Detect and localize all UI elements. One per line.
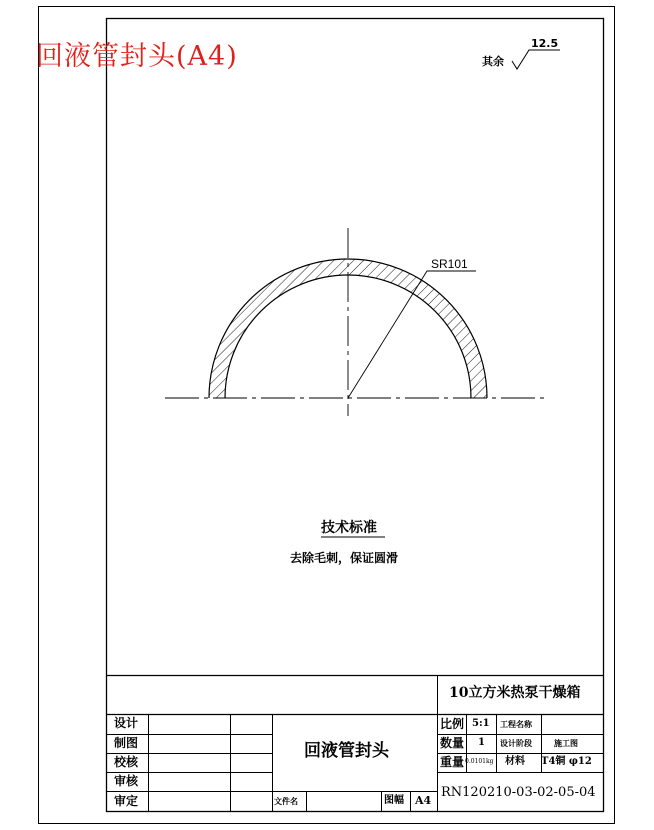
project-label: 工程名称	[500, 719, 532, 729]
roughness-symbol	[512, 50, 560, 69]
quantity-value: 1	[478, 737, 485, 748]
stage-value: 施工图	[554, 738, 578, 748]
material-label: 材料	[505, 756, 525, 767]
role-drafting: 制图	[114, 736, 139, 750]
stage-label: 设计阶段	[500, 738, 532, 748]
roughness-value: 12.5	[531, 37, 559, 50]
role-checking: 校核	[114, 755, 139, 769]
role-review: 审核	[114, 774, 139, 788]
roughness-label: 其余	[482, 55, 504, 68]
role-design: 设计	[114, 716, 139, 730]
role-approval: 审定	[114, 794, 139, 808]
scale-value: 5:1	[472, 718, 490, 729]
radius-dimension-label: SR101	[431, 257, 468, 271]
tech-notes-text: 去除毛刺，保证圆滑	[290, 551, 399, 565]
scale-label: 比例	[440, 717, 465, 731]
overlay-title: 回液管封头(A4)	[36, 41, 238, 72]
drawing-number: RN120210-03-02-05-04	[441, 785, 596, 800]
part-name: 回液管封头	[304, 741, 389, 761]
weight-label: 重量	[440, 755, 465, 769]
material-value: T4铜 φ12	[541, 756, 592, 767]
sheet-size-value: A4	[415, 794, 432, 807]
file-name-label: 文件名	[274, 796, 298, 806]
sheet-size-label: 图幅	[384, 795, 404, 806]
tech-notes-heading: 技术标准	[321, 520, 377, 536]
project-name: 10立方米热泵干燥箱	[449, 685, 581, 701]
quantity-label: 数量	[440, 736, 465, 750]
weight-value: 0.0101kg	[465, 758, 494, 765]
